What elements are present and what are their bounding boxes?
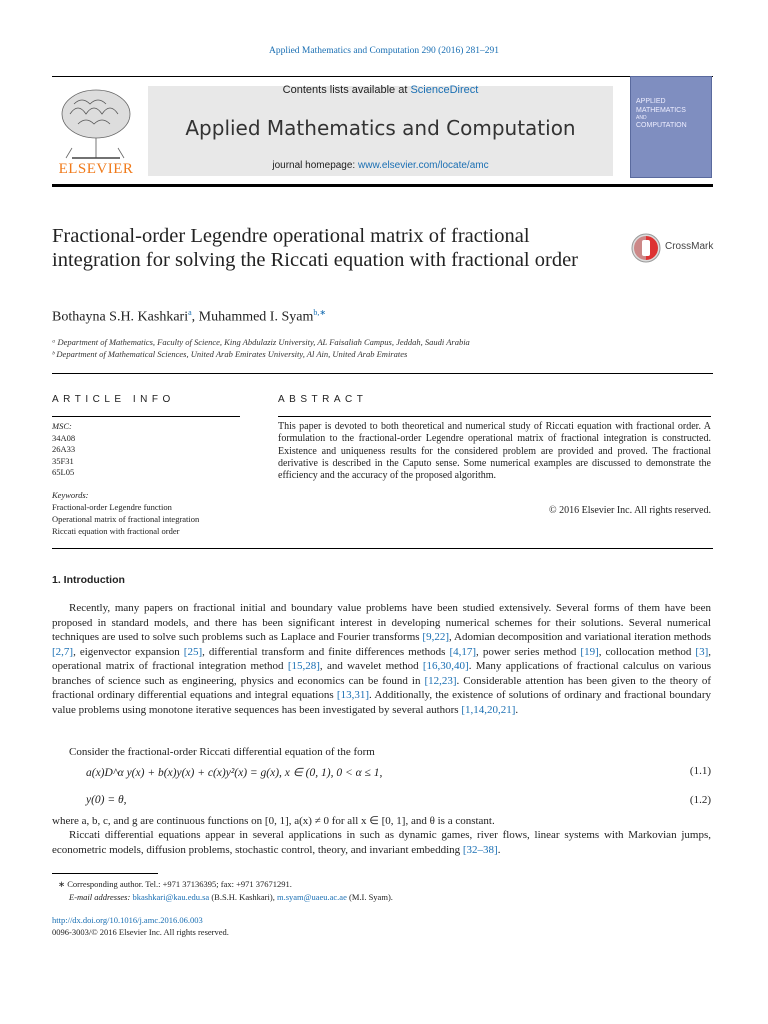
- keywords-label: Keywords:: [52, 490, 89, 500]
- article-title: Fractional-order Legendre operational matrix of fractional integration for solving the Riccati equation with fractional order: [52, 225, 579, 271]
- paragraph-text: .: [515, 703, 519, 716]
- top-rule: [52, 76, 713, 77]
- citation-link[interactable]: [19]: [580, 645, 599, 658]
- cover-line: COMPUTATION: [636, 122, 687, 129]
- corresponding-author-note: ∗ Corresponding author. Tel.: +971 37136395; fax: +971 37671291.: [58, 879, 292, 889]
- intro-paragraph-4: [52, 828, 711, 857]
- msc-label: MSC:: [52, 421, 72, 431]
- crossmark-badge[interactable]: [630, 232, 715, 262]
- cover-line: AND: [636, 115, 647, 121]
- email-link[interactable]: bkashkari@kau.edu.sa: [132, 892, 210, 902]
- author-affiliation-marker[interactable]: a: [188, 308, 192, 317]
- crossmark-label: CrossMark: [665, 241, 714, 252]
- info-rule: [52, 416, 240, 417]
- paragraph-text: , and wavelet method: [319, 660, 423, 672]
- email-label: E-mail addresses:: [69, 892, 133, 902]
- paragraph-text: , operational matrix of fractional integration method: [52, 645, 711, 672]
- abstract-copyright: © 2016 Elsevier Inc. All rights reserved.: [548, 505, 711, 516]
- paragraph-text: . Considerable attention has been given to the theory of fractional ordinary differential equations and integral equations: [52, 674, 711, 701]
- contents-prefix: Contents lists available at: [282, 84, 411, 96]
- paragraph-text: , eigenvector expansion: [73, 645, 184, 658]
- equation-number: (1.2): [689, 794, 711, 806]
- intro-paragraph-3: where a, b, c, and g are continuous functions on [0, 1], a(x) ≠ 0 for all x ∈ [0, 1], and θ is a constant.: [52, 815, 495, 827]
- msc-code: 34A08: [52, 432, 76, 443]
- citation-link[interactable]: [4,17]: [449, 645, 477, 658]
- citation-link[interactable]: [15,28]: [287, 660, 320, 672]
- equation-number: (1.1): [689, 765, 711, 777]
- author-name[interactable]: Bothayna S.H. Kashkari: [52, 309, 189, 325]
- affiliations: [52, 336, 470, 360]
- crossmark-icon: [630, 232, 662, 264]
- keyword: Riccati equation with fractional order: [52, 526, 180, 536]
- citation-link[interactable]: [1,14,20,21]: [461, 703, 516, 716]
- affiliation-b: ᵇ Department of Mathematical Sciences, United Arab Emirates University, Al Ain, United Arab Emirates: [52, 349, 408, 359]
- email-link[interactable]: m.syam@uaeu.ac.ae: [276, 892, 347, 902]
- msc-code: 65L05: [52, 467, 75, 477]
- cover-line: MATHEMATICS: [636, 107, 686, 114]
- paragraph-text: Riccati differential equations appear in several applications in such as dynamic games, river flows, linear systems with Markovian jumps, econometric models, diffusion problems, stochastic control, theory, and invariant embedding: [52, 829, 711, 856]
- citation-link[interactable]: [2,7]: [52, 645, 74, 658]
- citation-link[interactable]: [16,30,40]: [422, 660, 469, 672]
- journal-reference[interactable]: Applied Mathematics and Computation 290 (2016) 281–291: [268, 46, 500, 56]
- author-name[interactable]: Muhammed I. Syam: [198, 309, 314, 325]
- paragraph-text: , Adomian decomposition and variational iteration methods: [449, 631, 711, 643]
- author-separator: ,: [191, 309, 199, 325]
- msc-code: 35F31: [52, 455, 74, 466]
- keyword: Fractional-order Legendre function: [52, 502, 172, 512]
- paragraph-text: .: [497, 843, 501, 856]
- doi-link[interactable]: http://dx.doi.org/10.1016/j.amc.2016.06.003: [52, 915, 203, 925]
- section-heading: 1. Introduction: [52, 574, 125, 586]
- keywords-block: [52, 489, 199, 537]
- sciencedirect-link[interactable]: ScienceDirect: [410, 84, 479, 96]
- journal-cover[interactable]: [630, 76, 712, 178]
- paragraph-text: , differential transform and finite differences methods: [202, 645, 450, 658]
- citation-link[interactable]: [3]: [695, 645, 709, 658]
- intro-paragraph-1: [52, 601, 711, 717]
- section-rule: [52, 373, 713, 374]
- author-affiliation-marker[interactable]: b,∗: [313, 308, 327, 317]
- keyword: Operational matrix of fractional integration: [52, 514, 200, 524]
- homepage-link[interactable]: www.elsevier.com/locate/amc: [358, 160, 489, 171]
- cover-line: APPLIED: [636, 98, 666, 105]
- header-rule: [52, 184, 713, 187]
- footnote-rule: [52, 873, 158, 874]
- homepage-prefix: journal homepage:: [272, 160, 358, 171]
- email-owner: (B.S.H. Kashkari),: [209, 892, 277, 902]
- citation-link[interactable]: [25]: [183, 645, 203, 658]
- section-rule: [52, 548, 713, 549]
- citation-link[interactable]: [12,23]: [424, 674, 457, 687]
- equation-1-1: a(x)D^α y(x) + b(x)y(x) + c(x)y²(x) = g(x), x ∈ (0, 1), 0 < α ≤ 1,: [86, 767, 383, 779]
- paragraph-text: Recently, many papers on fractional initial and boundary value problems have been studied extensively. Several forms of them have been proposed in standard models, and there has been significant interest in developing numerical schemes for their solutions. Several numerical techniques are used to solve such problems such as Laplace and Fourier transforms: [52, 602, 711, 643]
- paragraph-text: , power series method: [476, 645, 581, 658]
- homepage-line: [148, 160, 613, 171]
- contents-line: [148, 84, 613, 96]
- msc-block: [52, 421, 75, 479]
- msc-code: 26A33: [52, 444, 76, 454]
- abstract-text: This paper is devoted to both theoretical and numerical study of Riccati equation with fractional order. A formulation to the fractional-order Legendre operational matrix of fractional integration is constructed. Existence and uniqueness results for the considered problem are provided and proved. The fractional derivative is described in the Caputo sense. Some numerical examples are discussed to demonstrate the efficiency and the accuracy of the proposed algorithm.: [278, 421, 711, 482]
- paragraph-text: . Additionally, the existence of solutions of ordinary and fractional boundary value problems using monotone iterative sequences has been investigated by several authors: [52, 689, 711, 716]
- paragraph-text: . Many applications of fractional calculus on various branches of science such as engineering, physics and economics can be found in: [52, 660, 711, 687]
- paragraph-text: , collocation method: [598, 645, 696, 658]
- abstract-heading: ABSTRACT: [278, 394, 368, 405]
- citation-link[interactable]: [32–38]: [462, 843, 498, 856]
- journal-name: Applied Mathematics and Computation: [185, 116, 576, 140]
- citation-link[interactable]: [13,31]: [336, 689, 369, 701]
- equation-1-2: y(0) = θ,: [86, 794, 127, 806]
- email-note: [69, 892, 393, 902]
- abstract-rule: [278, 416, 711, 417]
- intro-paragraph-2: Consider the fractional-order Riccati differential equation of the form: [69, 746, 375, 758]
- affiliation-a: ᵃ Department of Mathematics, Faculty of Science, King Abdulaziz University, AL Faisaliah Campus, Jeddah, Saudi Arabia: [52, 337, 470, 347]
- citation-link[interactable]: [9,22]: [422, 631, 449, 643]
- authors: [52, 308, 326, 326]
- issn-line: 0096-3003/© 2016 Elsevier Inc. All rights reserved.: [52, 927, 229, 937]
- article-info-heading: ARTICLE INFO: [52, 394, 175, 405]
- email-owner: (M.I. Syam).: [346, 892, 393, 902]
- elsevier-wordmark: ELSEVIER: [58, 161, 134, 177]
- cover-title: [636, 97, 687, 130]
